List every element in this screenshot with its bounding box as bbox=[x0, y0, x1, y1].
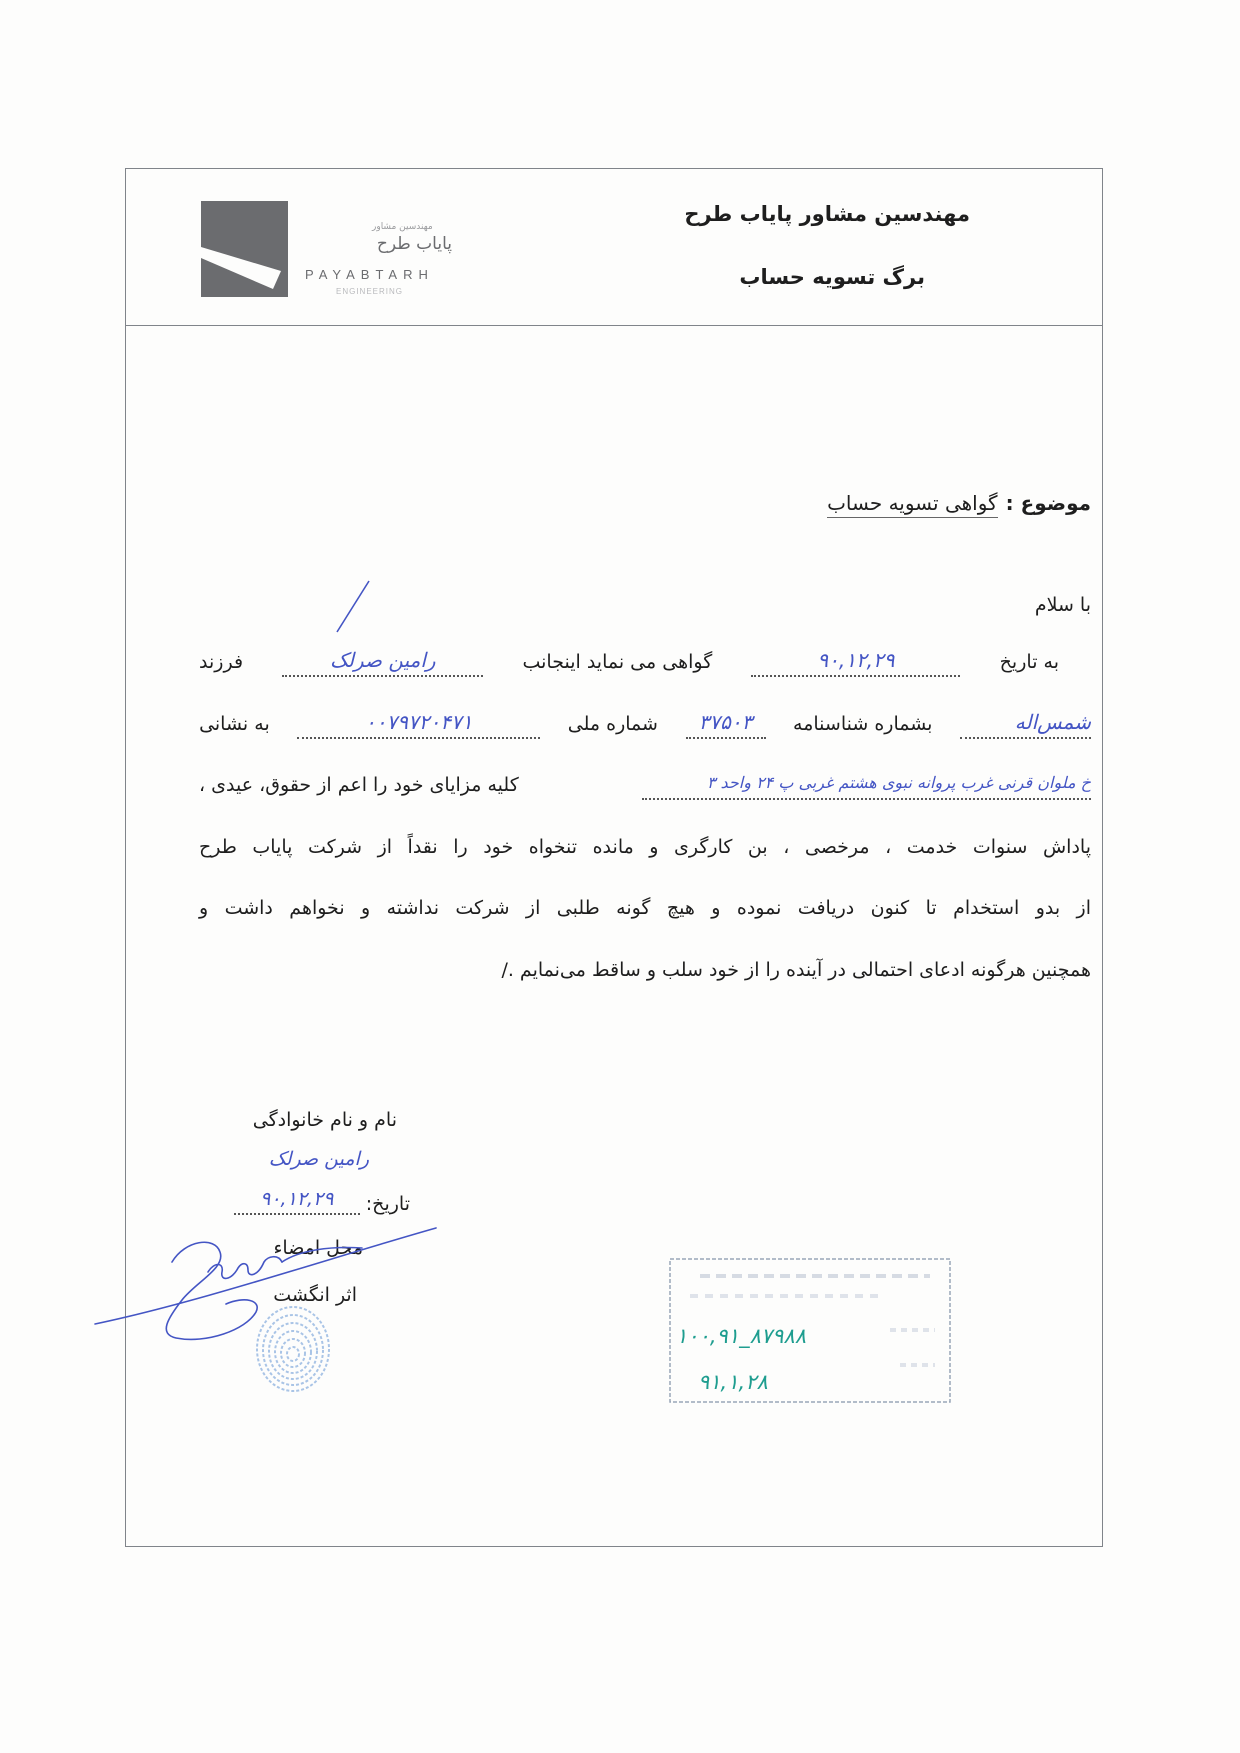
subject-line bbox=[827, 491, 1091, 515]
handwritten-national-id bbox=[297, 711, 540, 739]
subject-text: گواهی تسویه حساب bbox=[827, 491, 998, 518]
body-line-5: از بدو استخدام تا کنون دریافت نموده و هیچ گونه طلبی از شرکت نداشته و نخواهم داشت و bbox=[199, 897, 1091, 919]
body-line-1 bbox=[199, 647, 1059, 677]
full-name-label: نام و نام خانوادگی bbox=[252, 1109, 397, 1131]
body-line-3 bbox=[199, 770, 1091, 800]
handwritten-father-name: شمس‌اله bbox=[960, 711, 1091, 739]
handwritten-address: خ ملوان قرنی غرب پروانه نبوی هشتم غربی پ ۲۴ واحد ۳ bbox=[642, 772, 1091, 800]
date-value: ۹۰,۱۲,۲۹ bbox=[817, 649, 895, 672]
body-line-6: همچنین هرگونه ادعای احتمالی در آینده را از خود سلب و ساقط می‌نمایم ./ bbox=[501, 959, 1091, 981]
company-logo-icon bbox=[201, 201, 288, 297]
national-id-value: ۰۰۷۹۷۲۰۴۷۱ bbox=[365, 711, 473, 734]
fingerprint-label: اثر انگشت bbox=[273, 1284, 357, 1306]
logo-subtitle: مهندسین مشاور bbox=[372, 222, 433, 232]
signature-date-row bbox=[234, 1185, 410, 1215]
stamp-handwritten-number: ۱۰۰,۹۱_۸۷۹۸۸ bbox=[676, 1324, 806, 1348]
company-name: مهندسین مشاور پایاب طرح bbox=[684, 202, 970, 226]
signature-place-label: محل امضاء bbox=[273, 1237, 363, 1259]
address-label: به نشانی bbox=[199, 713, 270, 735]
body-line-4: پاداش سنوات خدمت ، مرخصی ، بن کارگری و مانده تنخواه خود را نقداً از شرکت پایاب طرح bbox=[199, 836, 1091, 858]
body-line-2 bbox=[199, 709, 1091, 739]
header-divider bbox=[125, 325, 1103, 326]
subject-label: موضوع : bbox=[1005, 491, 1091, 515]
date-prefix: به تاریخ bbox=[999, 651, 1059, 673]
logo-tagline: ENGINEERING bbox=[336, 287, 404, 296]
handwritten-signature-date bbox=[234, 1189, 360, 1215]
id-number-value: ۳۷۵۰۳ bbox=[698, 711, 753, 734]
benefits-text: کلیه مزایای خود را اعم از حقوق، عیدی ، bbox=[199, 774, 519, 796]
form-title: برگ تسویه حساب bbox=[739, 265, 925, 289]
signature-date-label: تاریخ: bbox=[365, 1193, 410, 1215]
national-id-label: شماره ملی bbox=[567, 713, 658, 735]
certify-text: گواهی می نماید اینجانب bbox=[522, 651, 713, 673]
handwritten-name: رامین صرلک bbox=[282, 649, 483, 677]
signature-date-value: ۹۰,۱۲,۲۹ bbox=[260, 1188, 334, 1210]
handwritten-date bbox=[751, 649, 960, 677]
logo-name-fa: پایاب طرح bbox=[376, 234, 452, 254]
handwritten-id-number bbox=[686, 711, 766, 739]
logo-name-en: PAYABTARH bbox=[305, 267, 434, 282]
handwritten-full-name: رامین صرلک bbox=[268, 1148, 369, 1170]
id-number-label: بشماره شناسنامه bbox=[793, 713, 933, 735]
stamp-handwritten-date: ۹۱,۱,۲۸ bbox=[698, 1370, 768, 1394]
greeting: با سلام bbox=[1034, 594, 1091, 616]
child-of-label: فرزند bbox=[199, 651, 244, 673]
